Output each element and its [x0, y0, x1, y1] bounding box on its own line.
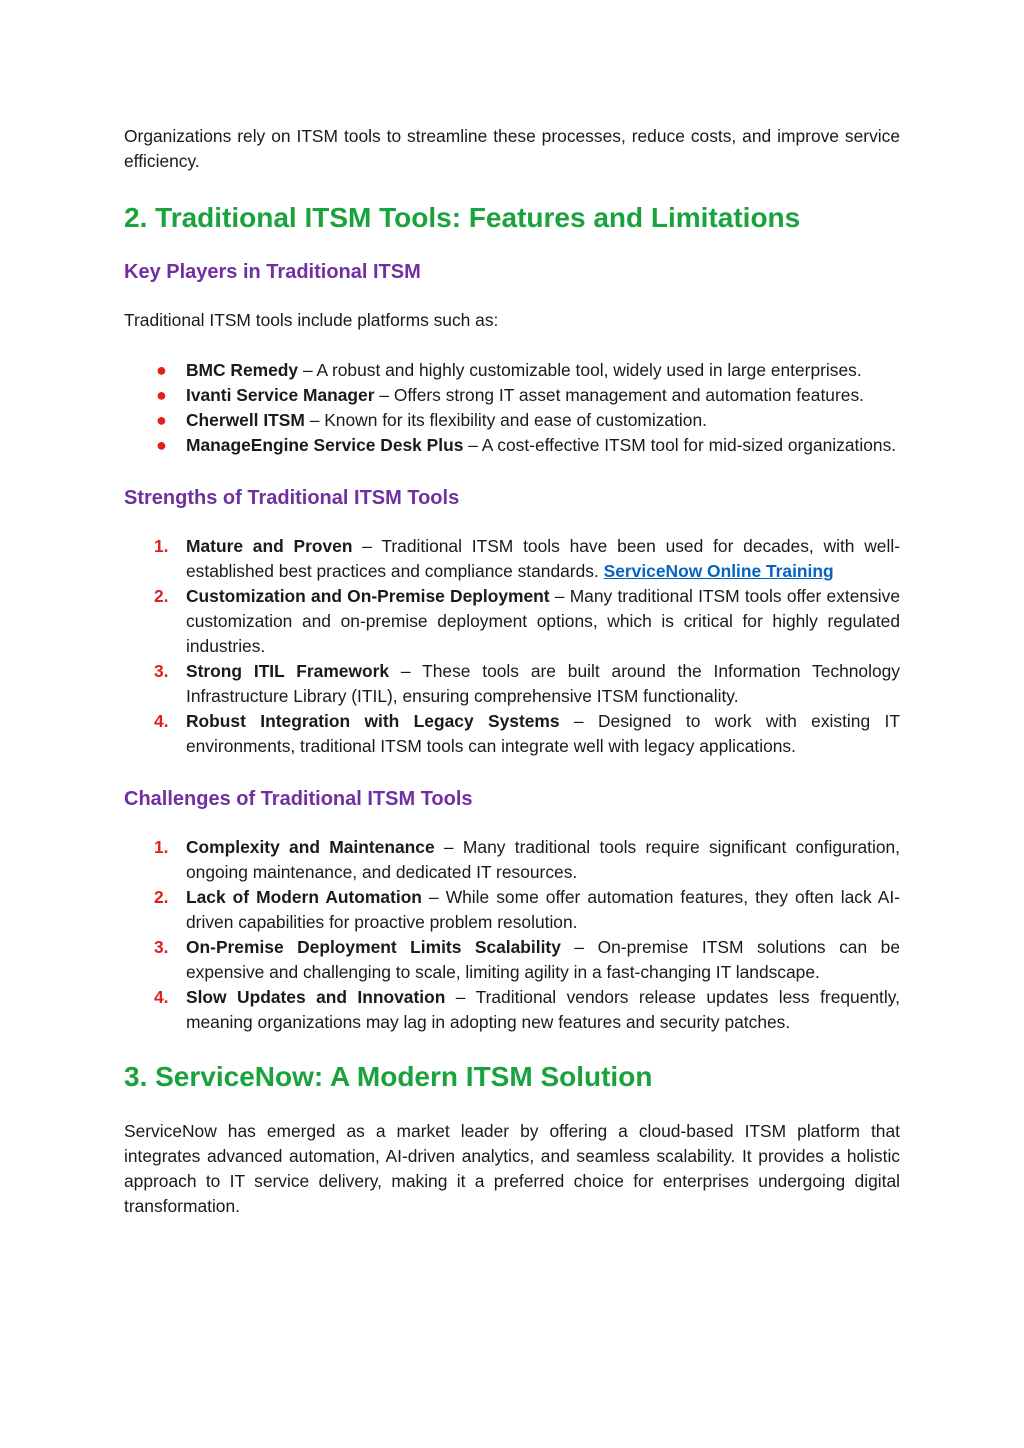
list-number: 2. [154, 887, 169, 907]
challenge-name: Complexity and Maintenance [186, 837, 435, 857]
section-2-heading: 2. Traditional ITSM Tools: Features and Limitations [124, 202, 801, 233]
tool-name: Ivanti Service Manager [186, 385, 375, 405]
list-item [124, 935, 900, 985]
challenges-list [124, 835, 900, 1035]
strength-name: Strong ITIL Framework [186, 661, 390, 681]
challenge-desc: – Many traditional tools require significant configuration, ongoing maintenance, and dedicated IT resources. [186, 837, 901, 882]
list-item [124, 885, 900, 935]
bullet-icon: ● [156, 435, 167, 455]
intro-paragraph: Organizations rely on ITSM tools to streamline these processes, reduce costs, and improve service efficiency. [124, 126, 900, 171]
bullet-icon: ● [156, 410, 167, 430]
list-item [124, 659, 900, 709]
list-number: 1. [154, 837, 169, 857]
tool-desc: – Offers strong IT asset management and automation features. [374, 385, 864, 405]
servicenow-training-link[interactable]: ServiceNow Online Training [603, 561, 834, 581]
tool-name: ManageEngine Service Desk Plus [186, 435, 464, 455]
strengths-heading: Strengths of Traditional ITSM Tools [124, 487, 460, 509]
list-item [124, 408, 900, 433]
list-item [124, 835, 900, 885]
strength-desc: – Designed to work with existing IT environments, traditional ITSM tools can integrate well with legacy applications. [186, 711, 900, 756]
list-item [124, 709, 900, 759]
list-item [124, 534, 900, 584]
list-item [124, 584, 900, 659]
servicenow-paragraph: ServiceNow has emerged as a market leader by offering a cloud-based ITSM platform that integrates advanced automation, AI-driven analytics, and seamless scalability. It provides a holistic approach to IT service delivery, making it a preferred choice for enterprises undergoing digital transformation. [124, 1121, 900, 1216]
tool-desc: – Known for its flexibility and ease of customization. [304, 410, 707, 430]
list-number: 1. [154, 536, 169, 556]
challenge-name: On-Premise Deployment Limits Scalability [186, 937, 561, 957]
list-item [124, 433, 900, 458]
tool-name: Cherwell ITSM [186, 410, 305, 430]
tool-desc: – A robust and highly customizable tool, widely used in large enterprises. [298, 360, 862, 380]
challenges-heading: Challenges of Traditional ITSM Tools [124, 788, 473, 810]
strengths-list [124, 534, 900, 759]
bullet-icon: ● [156, 360, 167, 380]
challenge-desc: – On-premise ITSM solutions can be expensive and challenging to scale, limiting agility in a fast-changing IT landscape. [186, 937, 900, 982]
list-number: 4. [154, 711, 169, 731]
strength-desc: – Many traditional ITSM tools offer extensive customization and on-premise deployment options, which is critical for highly regulated industries. [186, 586, 901, 656]
tools-intro-paragraph: Traditional ITSM tools include platforms such as: [124, 310, 499, 330]
strength-name: Robust Integration with Legacy Systems [186, 711, 560, 731]
section-3-heading: 3. ServiceNow: A Modern ITSM Solution [124, 1061, 653, 1092]
list-item [124, 358, 900, 383]
strength-desc: – These tools are built around the Information Technology Infrastructure Library (ITIL), ensuring comprehensive ITSM functionality. [186, 661, 901, 706]
list-item [124, 383, 900, 408]
strength-desc: – Traditional ITSM tools have been used for decades, with well-established best practices and compliance standards. [186, 536, 900, 581]
list-number: 2. [154, 586, 169, 606]
list-number: 3. [154, 661, 169, 681]
bullet-icon: ● [156, 385, 167, 405]
list-number: 3. [154, 937, 169, 957]
challenge-desc: – While some offer automation features, they often lack AI-driven capabilities for proactive problem resolution. [186, 887, 900, 932]
document-page [124, 124, 900, 1219]
tool-desc: – A cost-effective ITSM tool for mid-sized organizations. [463, 435, 897, 455]
key-players-heading: Key Players in Traditional ITSM [124, 261, 421, 283]
strength-name: Mature and Proven [186, 536, 353, 556]
challenge-name: Lack of Modern Automation [186, 887, 422, 907]
tool-name: BMC Remedy [186, 360, 299, 380]
list-item [124, 985, 900, 1035]
key-players-list [124, 358, 900, 458]
strength-name: Customization and On-Premise Deployment [186, 586, 550, 606]
challenge-name: Slow Updates and Innovation [186, 987, 446, 1007]
list-number: 4. [154, 987, 169, 1007]
challenge-desc: – Traditional vendors release updates less frequently, meaning organizations may lag in adopting new features and security patches. [186, 987, 900, 1032]
